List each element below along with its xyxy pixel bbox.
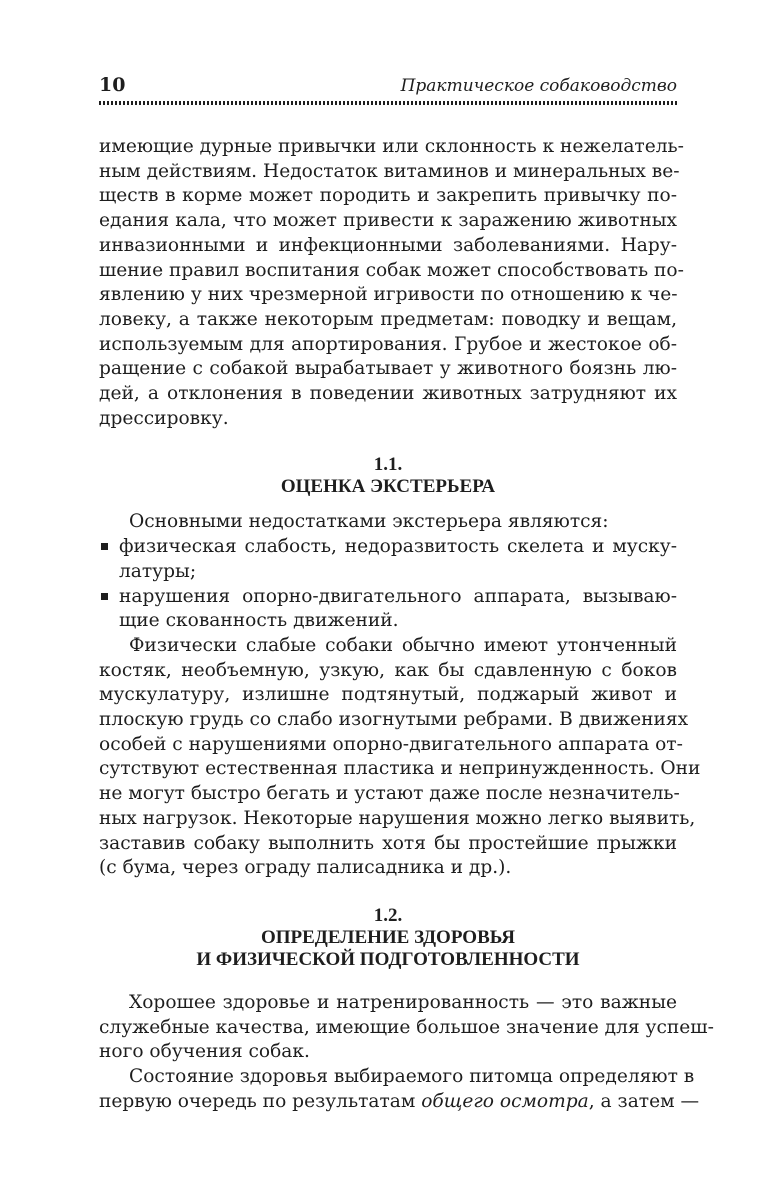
text-line: едания кала, что может привести к заражению животных xyxy=(99,210,677,232)
text-line: особей с нарушениями опорно-двигательного аппарата от- xyxy=(99,733,683,755)
page-number: 10 xyxy=(99,74,126,96)
text-line: латуры; xyxy=(119,560,197,582)
list-item xyxy=(99,585,677,634)
text-line: ращение с собакой вырабатывает у животного боязнь лю- xyxy=(99,358,677,380)
text-line: имеющие дурные привычки или склонность к нежелатель- xyxy=(99,136,684,157)
section-1-2-paragraph-1 xyxy=(99,991,714,1065)
bullet-marker xyxy=(101,593,108,600)
section-heading-1-1 xyxy=(99,454,677,498)
text-line: сутствуют естественная пластика и непринужденность. Они xyxy=(99,758,701,780)
text-line: ных нагрузок. Некоторые нарушения можно легко выявить, xyxy=(99,807,696,829)
emphasized-term: общего осмотра xyxy=(421,1090,589,1112)
text-line: шение правил воспитания собак может способствовать по- xyxy=(99,259,684,281)
page-header xyxy=(99,70,677,102)
section-heading-1-2 xyxy=(99,905,677,971)
text-line: Физически слабые собаки обычно имеют утонченный xyxy=(129,634,677,656)
text-line: мускулатуру, излишне подтянутый, поджарый живот и xyxy=(99,684,677,706)
text-line: Основными недостатками экстерьера являются: xyxy=(129,511,609,533)
text-line: дрессировку. xyxy=(99,407,229,429)
text-line: Состояние здоровья выбираемого питомца определяют в xyxy=(129,1066,695,1088)
text-line: явлению у них чрезмерной игривости по отношению к че- xyxy=(99,284,678,306)
text-line: заставив собаку выполнить хотя бы простейшие прыжки xyxy=(99,832,677,854)
text-line: Хорошее здоровье и натренированность — это важные xyxy=(129,991,677,1013)
text-line: ным действиям. Недостаток витаминов и минеральных ве- xyxy=(99,160,680,182)
text-line: физическая слабость, недоразвитость скелета и муску- xyxy=(119,536,677,558)
defects-list xyxy=(99,535,677,634)
text-line: ного обучения собак. xyxy=(99,1041,310,1063)
section-title: ОЦЕНКА ЭКСТЕРЬЕРА xyxy=(280,476,496,498)
bullet-marker xyxy=(101,543,108,550)
intro-paragraph xyxy=(99,135,684,431)
section-1-2-paragraph-2 xyxy=(99,1065,700,1114)
text-line: инвазионными и инфекционными заболеваниями. Нару- xyxy=(99,234,677,256)
list-item xyxy=(99,535,677,584)
text-line: дей, а отклонения в поведении животных затрудняют их xyxy=(99,383,677,405)
text-line: щие скованность движений. xyxy=(119,610,399,632)
text-line: (с бума, через ограду палисадника и др.). xyxy=(99,857,512,879)
section-1-1-lead xyxy=(99,510,677,535)
page-body xyxy=(99,135,714,1115)
running-title: Практическое собаководство xyxy=(400,76,677,96)
text-line: служебные качества, имеющие большое значение для успеш- xyxy=(99,1016,714,1038)
text-line: плоскую грудь со слабо изогнутыми ребрами. В движениях xyxy=(99,709,689,731)
text-line: костяк, необъемную, узкую, как бы сдавленную с боков xyxy=(99,659,677,681)
section-number: 1.2. xyxy=(373,904,403,926)
text-run: первую очередь по результатам xyxy=(99,1090,416,1112)
text-line: используемым для апортирования. Грубое и жестокое об- xyxy=(99,333,677,355)
text-line: не могут быстро бегать и устают даже после незначитель- xyxy=(99,783,680,805)
text-line: нарушения опорно-двигательного аппарата, вызываю- xyxy=(119,585,677,607)
header-rule xyxy=(99,101,677,105)
section-title-line-1: ОПРЕДЕЛЕНИЕ ЗДОРОВЬЯ xyxy=(260,926,516,948)
text-line: ществ в корме может породить и закрепить привычку по- xyxy=(99,185,677,207)
text-line: ловеку, а также некоторым предметам: поводку и вещам, xyxy=(99,308,677,330)
section-1-1-paragraph xyxy=(99,634,701,881)
text-line xyxy=(99,1090,700,1115)
section-number: 1.1. xyxy=(373,454,403,476)
text-run: , а затем — xyxy=(588,1090,700,1112)
section-title-line-2: И ФИЗИЧЕСКОЙ ПОДГОТОВЛЕННОСТИ xyxy=(196,948,580,970)
